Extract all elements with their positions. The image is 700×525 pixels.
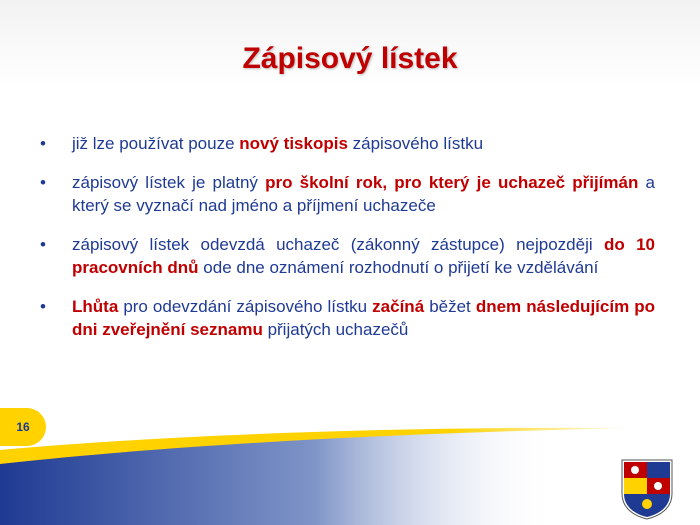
slide-title: Zápisový lístek bbox=[242, 42, 458, 75]
bullet-highlight: Lhůta bbox=[72, 297, 119, 316]
bullet-text-part: přijatých uchazečů bbox=[262, 320, 409, 339]
bullet-list bbox=[40, 132, 655, 357]
bullet-highlight: začíná bbox=[372, 297, 425, 316]
bullet-text-part: a který se vyznačí nad jméno a příjmení uchazeče bbox=[72, 173, 655, 215]
bullet-highlight: do 10 pracovních dnů bbox=[72, 235, 655, 277]
bullet-text-part: zápisový lístek je platný bbox=[72, 173, 266, 192]
bullet-text-part: zápisového lístku bbox=[347, 134, 484, 153]
bullet-highlight: dnem následujícím po dni zveřejnění seznamu bbox=[72, 297, 655, 339]
bullet-icon: • bbox=[40, 173, 46, 192]
bullet-text-part: pro odevzdání zápisového lístku bbox=[118, 297, 373, 316]
bullet-item bbox=[40, 132, 655, 155]
bullet-text-part: již lze používat pouze bbox=[72, 134, 240, 153]
bullet-item bbox=[40, 295, 655, 341]
bullet-item bbox=[40, 233, 655, 279]
bullet-icon: • bbox=[40, 134, 46, 153]
bullet-text-part: ode dne oznámení rozhodnutí o přijetí ke vzdělávání bbox=[198, 258, 599, 277]
bullet-item bbox=[40, 171, 655, 217]
page-number-badge: 16 bbox=[0, 408, 46, 446]
bullet-highlight: pro školní rok, pro který je uchazeč přijímán bbox=[265, 173, 639, 192]
bullet-text-part: zápisový lístek odevzdá uchazeč (zákonný zástupce) nejpozději bbox=[72, 235, 604, 254]
footer-wave bbox=[0, 420, 700, 525]
bullet-text-part: běžet bbox=[424, 297, 476, 316]
bullet-icon: • bbox=[40, 235, 46, 254]
coat-of-arms-icon bbox=[620, 458, 674, 520]
bullet-icon: • bbox=[40, 297, 46, 316]
bullet-highlight: nový tiskopis bbox=[239, 134, 348, 153]
